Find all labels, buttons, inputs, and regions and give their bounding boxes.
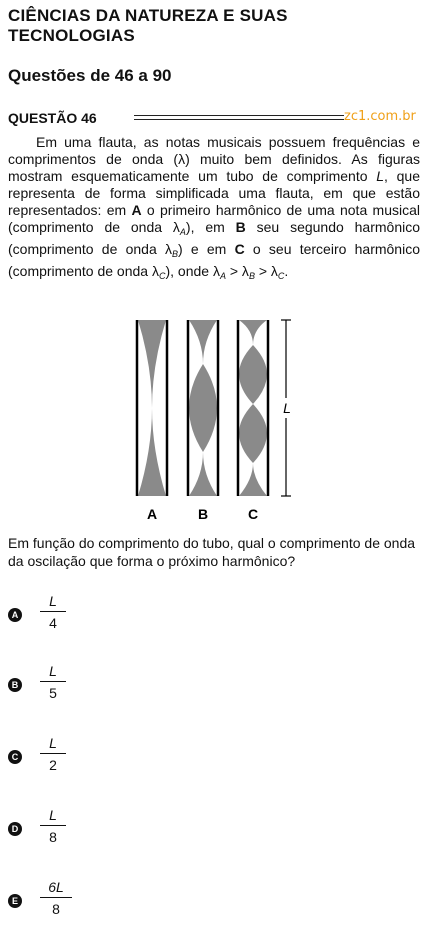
- fraction-numerator: 6L: [48, 879, 64, 895]
- option-letter-badge: E: [8, 894, 22, 908]
- tube-label-b: B: [197, 506, 209, 522]
- length-dimension: [278, 320, 294, 496]
- length-label: L: [283, 400, 291, 416]
- harmonics-figure: [128, 316, 298, 526]
- section-title: CIÊNCIAS DA NATUREZA E SUAS TECNOLOGIAS: [8, 6, 288, 45]
- option-a[interactable]: [8, 592, 128, 644]
- stem-label-a: A: [131, 202, 142, 218]
- tube-b: [188, 320, 218, 496]
- fraction-bar: [40, 825, 66, 826]
- stem-subscript: B: [248, 271, 255, 281]
- stem-text: seu segundo harmônico (comprimento de onda λ: [8, 219, 421, 257]
- stem-subscript: A: [179, 227, 186, 237]
- stem-text: o seu terceiro harmônico (comprimento de onda λ: [8, 241, 420, 279]
- stem-subscript: C: [158, 271, 166, 281]
- fraction-denominator: 8: [52, 901, 60, 917]
- fraction-denominator: 5: [49, 685, 57, 701]
- option-e[interactable]: [8, 878, 128, 930]
- fraction-bar: [40, 681, 66, 682]
- option-b[interactable]: [8, 662, 128, 714]
- tube-c: [238, 320, 268, 496]
- stem-text: ), em: [185, 219, 236, 235]
- question-prompt: Em função do comprimento do tubo, qual o comprimento de onda da oscilação que forma o próximo harmônico?: [8, 535, 416, 569]
- fraction-bar: [40, 897, 72, 898]
- stem-text: > λ: [254, 263, 278, 279]
- option-fraction: [40, 592, 66, 632]
- option-fraction: [40, 734, 66, 774]
- fraction-denominator: 8: [49, 829, 57, 845]
- option-fraction: [40, 806, 66, 846]
- stem-label-b: B: [235, 219, 246, 235]
- stem-text: .: [284, 263, 289, 279]
- fraction-denominator: 4: [49, 615, 57, 631]
- tube-label-c: C: [247, 506, 259, 522]
- option-c[interactable]: [8, 734, 128, 786]
- fraction-bar: [40, 611, 66, 612]
- fraction-bar: [40, 753, 66, 754]
- fraction-denominator: 2: [49, 757, 57, 773]
- stem-subscript: A: [219, 271, 226, 281]
- fraction-numerator: L: [49, 593, 57, 609]
- header-rule: [134, 115, 344, 120]
- option-letter-badge: C: [8, 750, 22, 764]
- standing-wave-b: [189, 320, 217, 496]
- standing-wave-a: [138, 320, 166, 496]
- stem-text: ) e em: [177, 241, 235, 257]
- stem-text: > λ: [225, 263, 249, 279]
- question-range-title: Questões de 46 a 90: [8, 66, 172, 85]
- stem-subscript: C: [277, 271, 285, 281]
- stem-label-c: C: [234, 241, 245, 257]
- stem-text: , que representa de forma simplificada uma flauta, em que estão representados: em: [8, 168, 420, 218]
- question-number: QUESTÃO 46: [8, 110, 97, 126]
- option-fraction: [40, 662, 66, 702]
- stem-text: o primeiro harmônico de uma nota musical (comprimento de onda λ: [8, 202, 420, 235]
- option-fraction: [40, 878, 72, 918]
- stem-subscript: B: [171, 249, 178, 259]
- question-header: [8, 108, 420, 128]
- question-stem: [8, 134, 420, 285]
- stem-text: Em uma flauta, as notas musicais possuem frequências e comprimentos de onda (λ) muito bem definidos. As figuras mostram esquematicamente um tubo de comprimento: [8, 134, 420, 184]
- site-watermark: zc1.com.br: [344, 109, 416, 124]
- tube-label-a: A: [146, 506, 158, 522]
- option-d[interactable]: [8, 806, 128, 858]
- stem-text: ), onde λ: [165, 263, 220, 279]
- fraction-numerator: L: [49, 807, 57, 823]
- option-letter-badge: B: [8, 678, 22, 692]
- fraction-numerator: L: [49, 735, 57, 751]
- stem-length-symbol: L: [376, 168, 385, 184]
- option-letter-badge: D: [8, 822, 22, 836]
- standing-wave-c: [239, 320, 267, 496]
- tube-a: [137, 320, 167, 496]
- option-letter-badge: A: [8, 608, 22, 622]
- fraction-numerator: L: [49, 663, 57, 679]
